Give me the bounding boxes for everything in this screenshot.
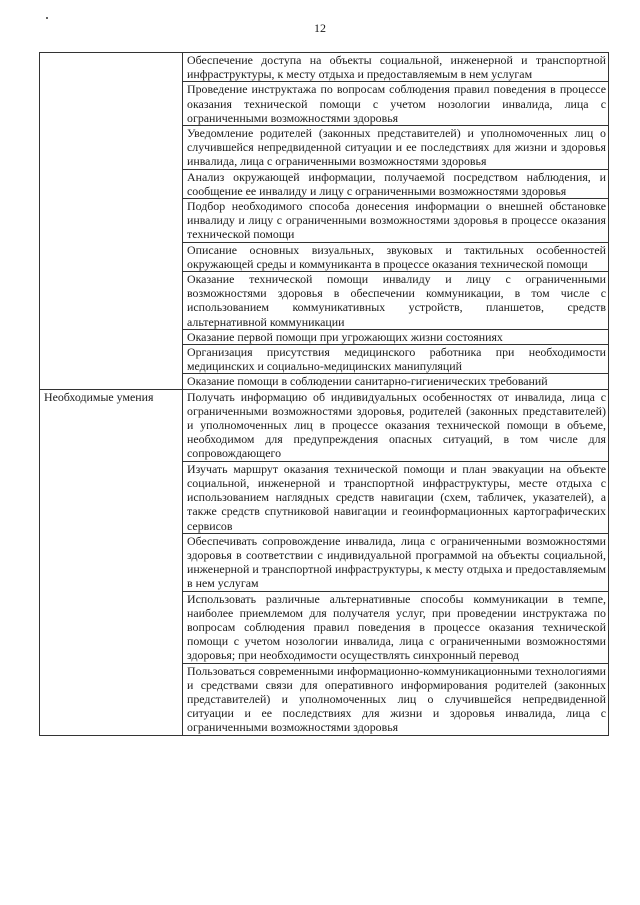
page-number: 12 [314,21,326,35]
table-cell: Получать информацию об индивидуальных особенностях от инвалида, лица с ограниченными возможностями здоровья, родителей (законных представителей) и уполномоченных лиц в процессе оказания технической помощи в объеме, необходимом для предупреждения опасных ситуаций, в том числе для сопровождающего [183,389,609,461]
table-row [40,389,609,461]
table-cell: Подбор необходимого способа донесения информации о внешней обстановке инвалиду и лицу с ограниченными возможностями здоровья в процессе оказания технической помощи [183,199,609,243]
table-cell: Оказание первой помощи при угрожающих жизни состояниях [183,329,609,344]
table-cell: Проведение инструктажа по вопросам соблюдения правил поведения в процессе оказания технической помощи с учетом нозологии инвалида, лица с ограниченными возможностями здоровья [183,82,609,126]
skills-label: Необходимые умения [40,389,183,735]
table-cell: Уведомление родителей (законных представителей) и уполномоченных лиц о случившейся непредвиденной ситуации и ее последствиях для жизни и здоровья инвалида, лица с ограниченными возможностями здоровья [183,126,609,170]
scan-speck [46,17,48,19]
table-cell: Анализ окружающей информации, получаемой посредством наблюдения, и сообщение ее инвалиду и лицу с ограниченными возможностями здоровья [183,169,609,198]
table-cell: Обеспечение доступа на объекты социальной, инженерной и транспортной инфраструктуры, к месту отдыха и предоставляемым в нем услугам [183,53,609,82]
table-cell: Организация присутствия медицинского работника при необходимости медицинских и социально-медицинских манипуляций [183,345,609,374]
table-cell: Изучать маршрут оказания технической помощи и план эвакуации на объекте социальной, инженерной и транспортной инфраструктуры, месте отдыха с использованием наглядных средств навигации (схем, табличек, указателей), а также средств спутниковой навигации и геоинформационных картографических сервисов [183,461,609,533]
competency-table [39,52,609,736]
table-cell: Пользоваться современными информационно-коммуникационными технологиями и средствами связи для оперативного информирования родителей (законных представителей) и уполномоченных лиц о случившейся непредвиденной ситуации и ее последствиях для жизни и здоровья инвалида, лица с ограниченными возможностями здоровья [183,663,609,735]
table-cell: Использовать различные альтернативные способы коммуникации в темпе, наиболее приемлемом для получателя услуг, при проведении инструктажа по вопросам соблюдения правил поведения в процессе оказания технической помощи с учетом нозологии инвалида, лица с ограниченными возможностями здоровья; при необходимости осуществлять синхронный перевод [183,591,609,663]
table-cell: Описание основных визуальных, звуковых и тактильных особенностей окружающей среды и коммуниканта в процессе оказания технической помощи [183,242,609,271]
table-row [40,53,609,82]
empty-label-cell [40,53,183,390]
table-cell: Обеспечивать сопровождение инвалида, лица с ограниченными возможностями здоровья в соответствии с индивидуальной программой на объекты социальной, инженерной и транспортной инфраструктуры, к месту отдыха и предоставляемым в нем услугам [183,533,609,591]
table-cell: Оказание помощи в соблюдении санитарно-гигиенических требований [183,374,609,389]
table-cell: Оказание технической помощи инвалиду и лицу с ограниченными возможностями здоровья в обеспечении коммуникации, в том числе с использованием коммуникативных устройств, планшетов, средств альтернативной коммуникации [183,272,609,330]
